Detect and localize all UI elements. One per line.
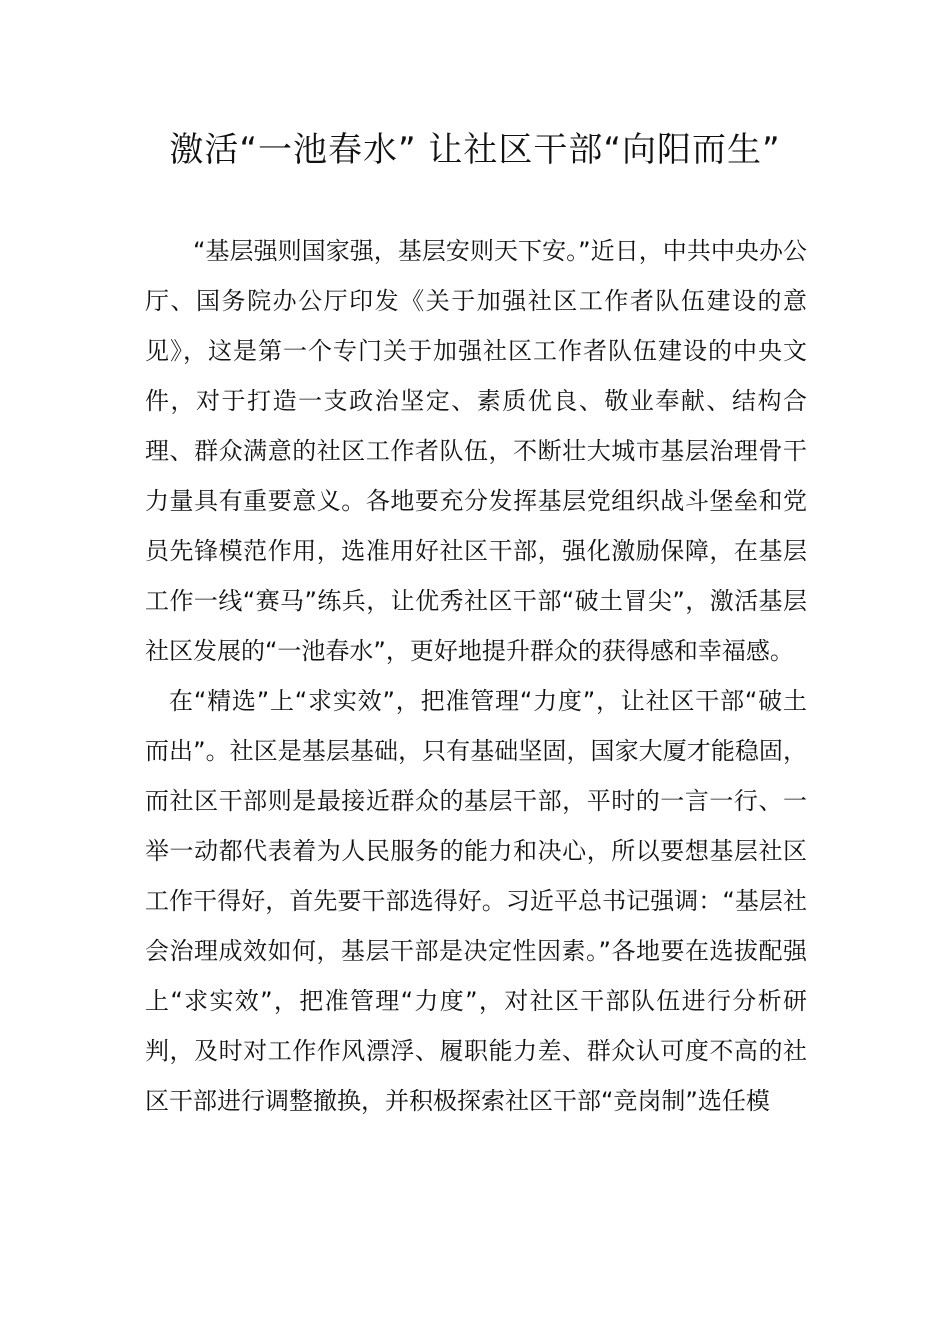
paragraph-1: “基层强则国家强，基层安则天下安。”近日，中共中央办公厅、国务院办公厅印发《关于加强社区工作者队伍建设的意见》，这是第一个专门关于加强社区工作者队伍建设的中央文件，对于打造一支政治坚定、素质优良、敬业奉献、结构合理、群众满意的社区工作者队伍，不断壮大城市基层治理骨干力量具有重要意义。各地要充分发挥基层党组织战斗堡垒和党员先锋模范作用，选准用好社区干部，强化激励保障，在基层工作一线“赛马”练兵，让优秀社区干部“破土冒尖”，激活基层社区发展的“一池春水”，更好地提升群众的获得感和幸福感。 <box>145 237 807 665</box>
paragraph-2: 在“精选”上“求实效”，把准管理“力度”，让社区干部“破土而出”。社区是基层基础，只有基础坚固，国家大厦才能稳固，而社区干部则是最接近群众的基层干部，平时的一言一行、一举一动都代表着为人民服务的能力和决心，所以要想基层社区工作干得好，首先要干部选得好。习近平总书记强调：“基层社会治理成效如何，基层干部是决定性因素。”各地要在选拔配强上“求实效”，把准管理“力度”，对社区干部队伍进行分析研判，及时对工作作风漂浮、履职能力差、群众认可度不高的社区干部进行调整撤换，并积极探索社区干部“竞岗制”选任模 <box>145 687 807 1115</box>
document-title: 激活“一池春水” 让社区干部“向阳而生” <box>169 130 781 170</box>
document-body <box>145 226 807 1126</box>
